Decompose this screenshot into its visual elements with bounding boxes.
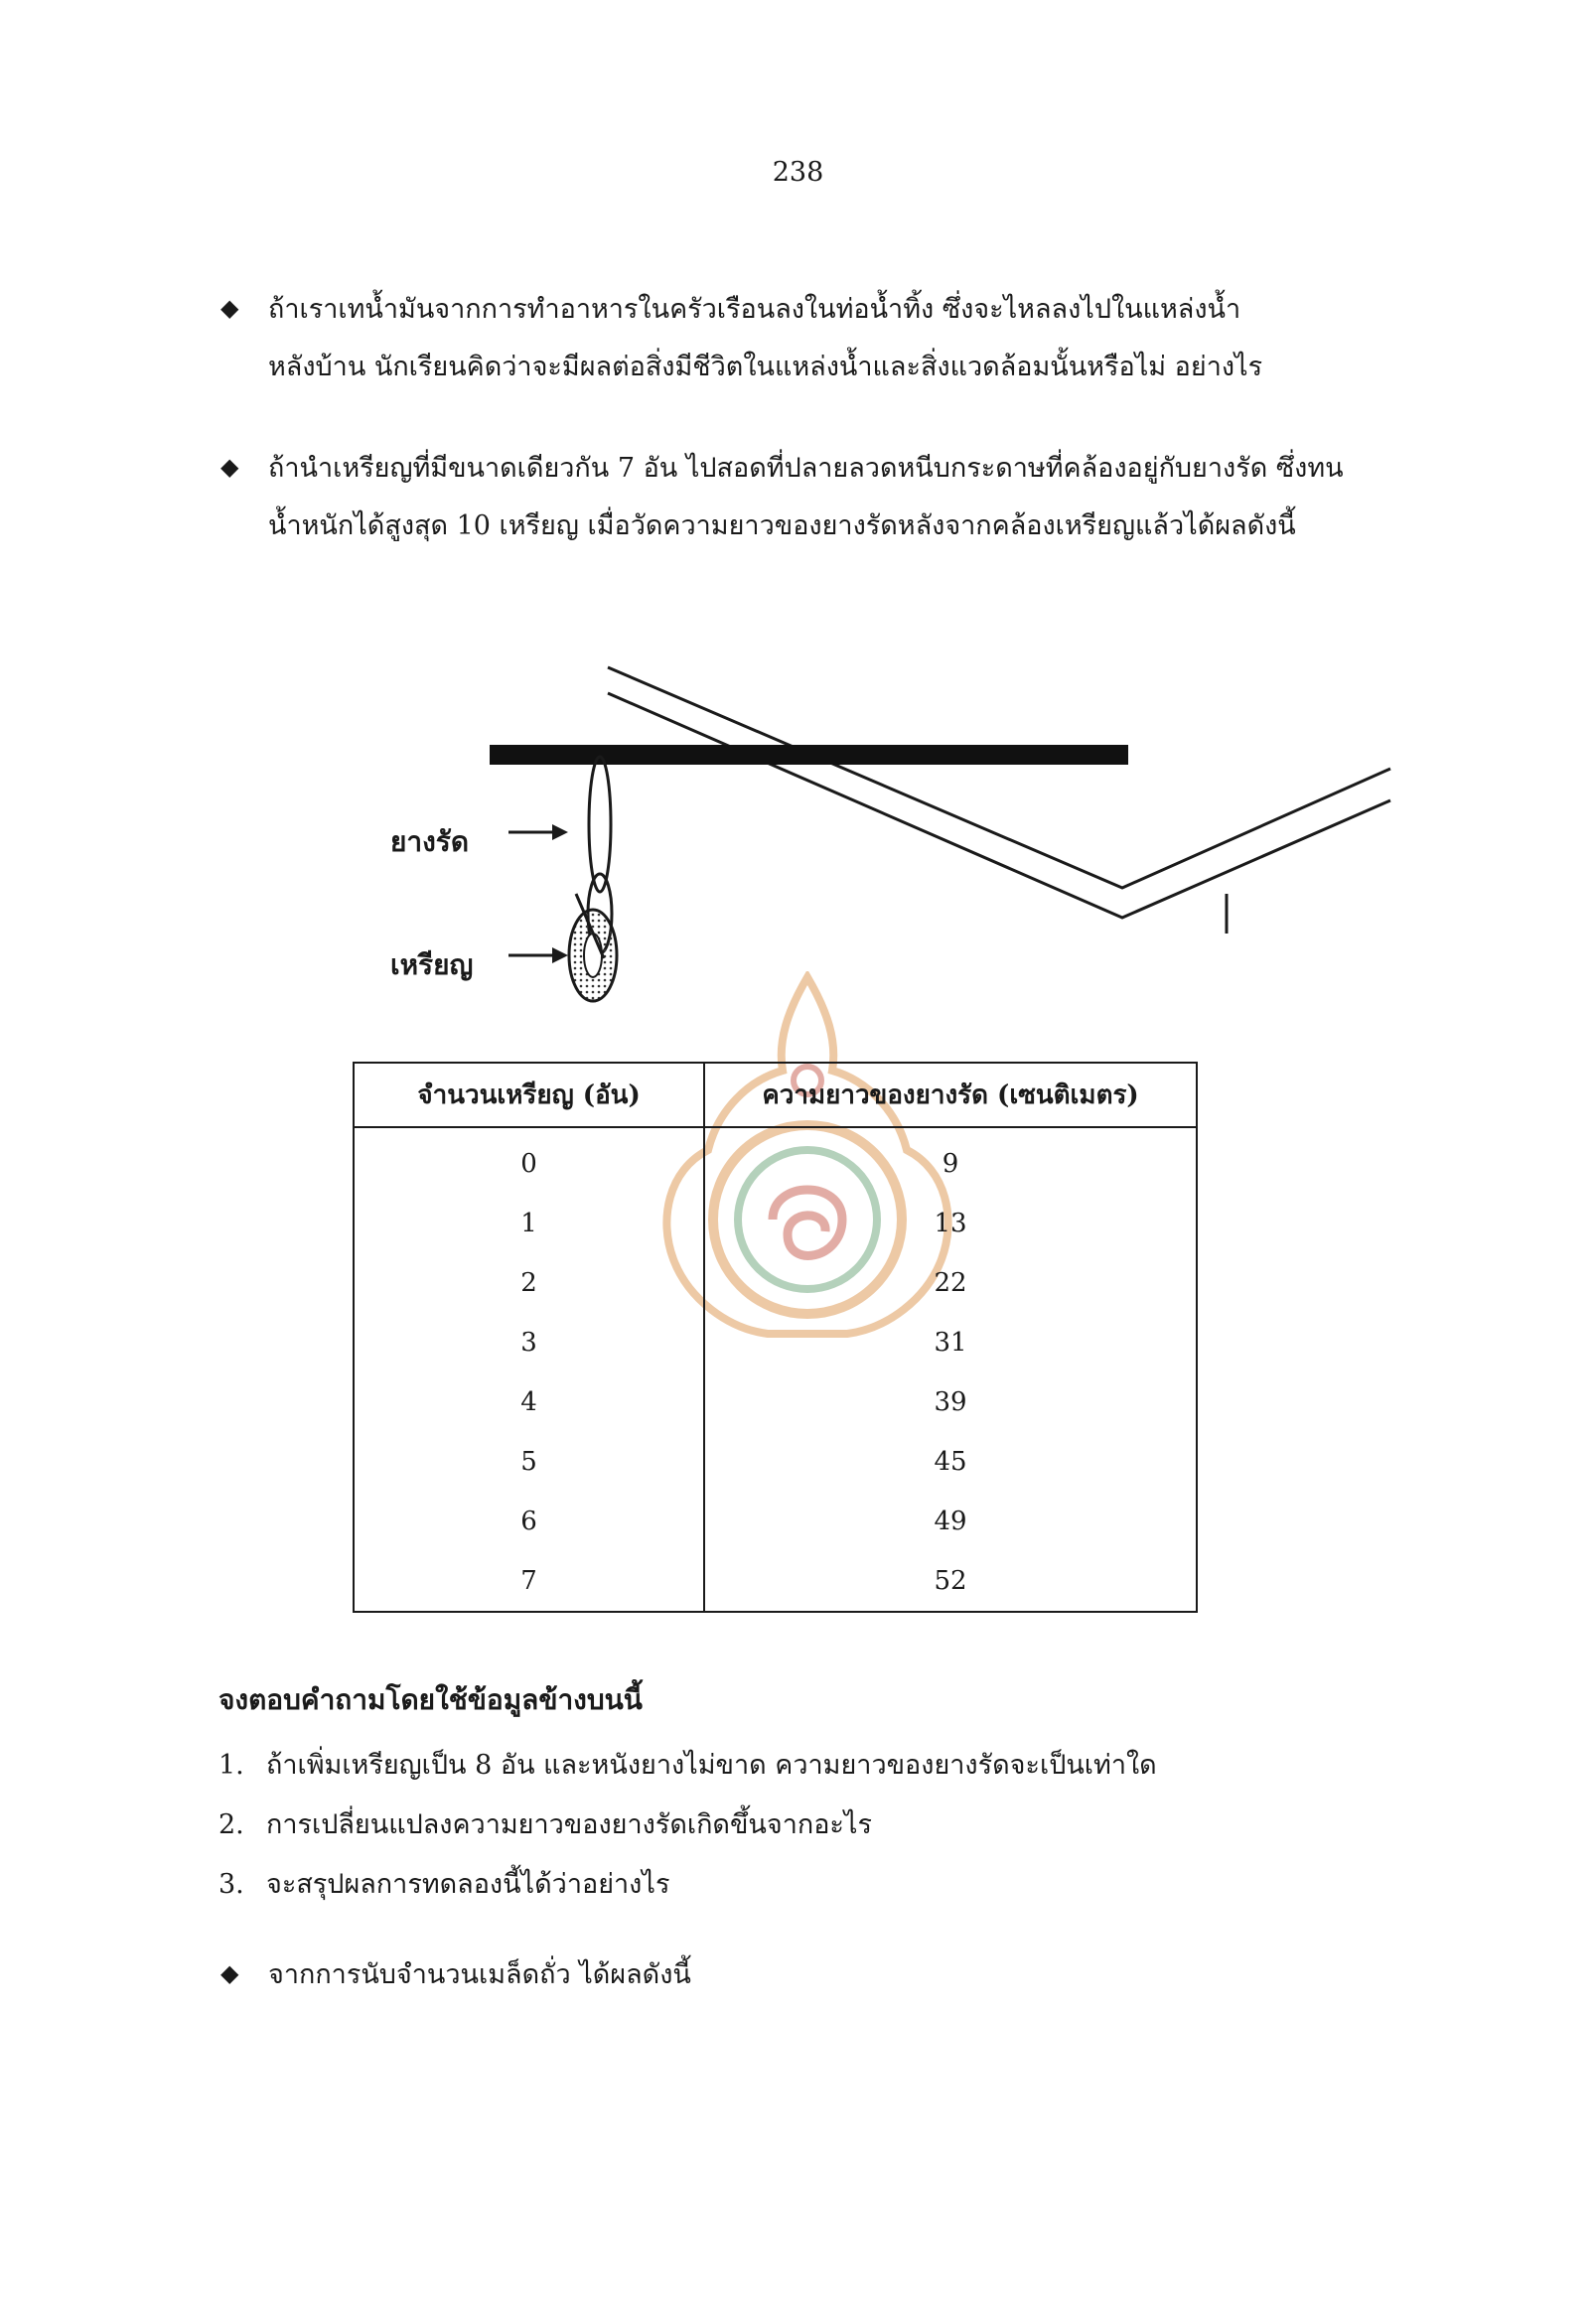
cell-band-length: 45 [934, 1447, 967, 1477]
cell-coin-count: 2 [354, 1253, 704, 1313]
cell-band-length: 13 [934, 1209, 967, 1238]
coin-length-table [353, 1062, 1198, 1613]
cell-band-length: 31 [934, 1328, 967, 1358]
rubber-band-diagram [0, 0, 1596, 1033]
cell-coin-count: 4 [354, 1372, 704, 1432]
question-text: ถ้าเพิ่มเหรียญเป็น 8 อัน และหนังยางไม่ขาด ความยาวของยางรัดจะเป็นเท่าใด [266, 1750, 1157, 1781]
table-header-row [354, 1063, 1197, 1127]
cell-band-length: 49 [934, 1507, 967, 1536]
table-row [354, 1194, 1197, 1253]
question-item [218, 1743, 1157, 1786]
header-coin-count: จำนวนเหรียญ (อัน) [354, 1063, 704, 1127]
question-number: 1. [218, 1750, 244, 1781]
arrow-rubber-band-icon [508, 824, 568, 840]
table-row [354, 1127, 1197, 1194]
question-text: จะสรุปผลการทดลองนี้ได้ว่าอย่างไร [266, 1869, 670, 1900]
table-row [354, 1313, 1197, 1372]
cell-coin-count: 7 [354, 1551, 704, 1612]
arrow-coin-icon [508, 947, 568, 963]
question-text: การเปลี่ยนแปลงความยาวของยางรัดเกิดขึ้นจากอะไร [266, 1809, 873, 1840]
cell-band-length: 39 [934, 1387, 967, 1417]
cell-band-length: 22 [934, 1268, 967, 1298]
cell-coin-count: 1 [354, 1194, 704, 1253]
wire-line-upper [608, 667, 1390, 888]
question-item [218, 1862, 669, 1905]
coin-hole [584, 934, 602, 977]
table-row [354, 1492, 1197, 1551]
bullet-diamond-icon: ◆ [220, 1959, 239, 1987]
cell-coin-count: 5 [354, 1432, 704, 1492]
question-item [218, 1802, 872, 1845]
cell-coin-count: 6 [354, 1492, 704, 1551]
question-number: 2. [218, 1809, 244, 1840]
paragraph-line: ถ้าเราเทน้ำมันจากการทำอาหารในครัวเรือนลงในท่อน้ำทิ้ง ซึ่งจะไหลลงไปในแหล่งน้ำ [268, 294, 1241, 325]
wire-line-lower [608, 693, 1390, 918]
table-row [354, 1372, 1197, 1432]
support-rod [490, 745, 1128, 765]
table-row [354, 1432, 1197, 1492]
label-rubber-band: ยางรัด [390, 825, 470, 858]
cell-band-length: 52 [934, 1566, 967, 1596]
paragraph-line: หลังบ้าน นักเรียนคิดว่าจะมีผลต่อสิ่งมีชีวิตในแหล่งน้ำและสิ่งแวดล้อมนั้นหรือไม่ อย่างไร [268, 352, 1263, 382]
cell-band-length: 9 [942, 1149, 959, 1179]
paragraph-line: ถ้านำเหรียญที่มีขนาดเดียวกัน 7 อัน ไปสอดที่ปลายลวดหนีบกระดาษที่คล้องอยู่กับยางรัด ซึ่งทน [268, 453, 1344, 484]
question-number: 3. [218, 1869, 244, 1900]
cell-coin-count: 0 [354, 1127, 704, 1194]
header-band-length: ความยาวของยางรัด (เซนติเมตร) [704, 1063, 1197, 1127]
cell-coin-count: 3 [354, 1313, 704, 1372]
table-row [354, 1253, 1197, 1313]
bullet-diamond-icon: ◆ [220, 453, 239, 481]
page-number: 238 [772, 157, 824, 188]
bullet-diamond-icon: ◆ [220, 294, 239, 322]
questions-heading: จงตอบคำถามโดยใช้ข้อมูลข้างบนนี้ [218, 1683, 643, 1716]
paragraph-bean-count: จากการนับจำนวนเมล็ดถั่ว ได้ผลดังนี้ [268, 1959, 691, 1990]
table-row [354, 1551, 1197, 1612]
rubber-band [589, 757, 611, 892]
paragraph-line: น้ำหนักได้สูงสุด 10 เหรียญ เมื่อวัดความยาวของยางรัดหลังจากคล้องเหรียญแล้วได้ผลดังนี้ [268, 510, 1296, 541]
label-coin: เหรียญ [390, 948, 474, 981]
